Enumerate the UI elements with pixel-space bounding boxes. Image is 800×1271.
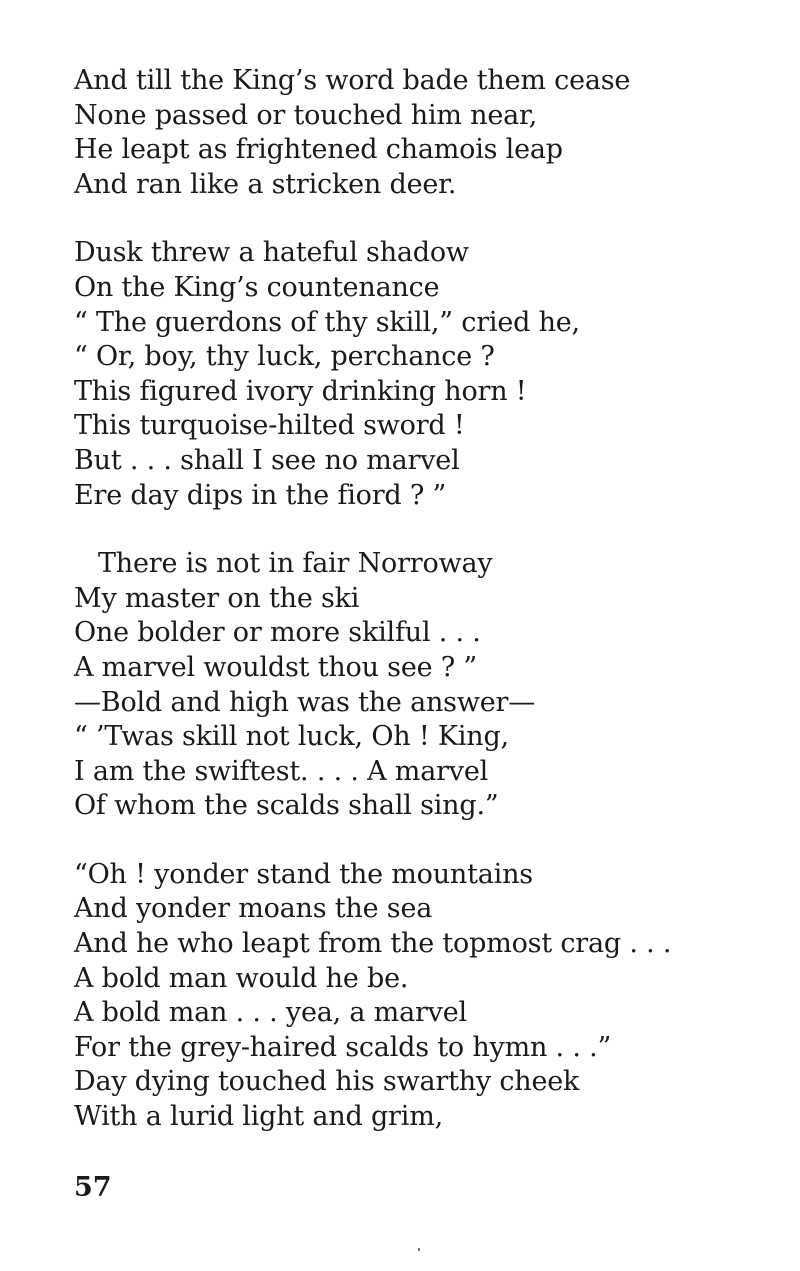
poem-line: And ran like a stricken deer.: [74, 168, 457, 200]
poem-line: With a lurid light and grim,: [74, 1101, 443, 1133]
poem-line: A bold man would he be.: [74, 962, 409, 994]
poem-line: And till the King’s word bade them cease: [74, 65, 631, 96]
poem-line: “ The guerdons of thy skill,” cried he,: [74, 306, 580, 338]
poem-line: But . . . shall I see no marvel: [74, 444, 460, 476]
poem-line: And yonder moans the sea: [74, 893, 433, 925]
poem-line: Dusk threw a hateful shadow: [74, 237, 469, 269]
poem-page: [74, 64, 774, 1135]
poem-line: “ Or, boy, thy luck, perchance ?: [74, 341, 495, 373]
poem-line: A bold man . . . yea, a marvel: [74, 997, 467, 1029]
poem-line: For the grey-haired scalds to hymn . . .”: [74, 1031, 612, 1063]
poem-line: Of whom the scalds shall sing.”: [74, 790, 499, 822]
page-number: 57: [74, 1172, 112, 1203]
poem-line: None passed or touched him near,: [74, 99, 538, 131]
poem-line: “Oh ! yonder stand the mountains: [74, 858, 533, 890]
poem-line: A marvel wouldst thou see ? ”: [74, 651, 478, 683]
poem-line: Day dying touched his swarthy cheek: [74, 1066, 580, 1098]
poem-line: —Bold and high was the answer—: [74, 686, 536, 718]
poem-line: This figured ivory drinking horn !: [74, 375, 527, 407]
poem-line: And he who leapt from the topmost crag . . .: [74, 928, 672, 960]
poem-line: He leapt as frightened chamois leap: [74, 134, 563, 166]
stanza-3: [74, 547, 774, 824]
stanza-2: [74, 236, 774, 513]
poem-line: One bolder or more skilful . . .: [74, 617, 481, 649]
print-speck: [418, 1248, 420, 1251]
poem-line: There is not in fair Norroway: [98, 548, 493, 580]
poem-line: “ ’Twas skill not luck, Oh ! King,: [74, 721, 509, 753]
poem-line: This turquoise-hilted sword !: [74, 410, 465, 442]
stanza-1: [74, 64, 774, 202]
poem-line: I am the swiftest. . . . A marvel: [74, 755, 489, 787]
poem-line: On the King’s countenance: [74, 271, 440, 303]
poem-line: Ere day dips in the fiord ? ”: [74, 479, 447, 511]
poem-line: My master on the ski: [74, 582, 360, 614]
stanza-4: [74, 858, 774, 1135]
